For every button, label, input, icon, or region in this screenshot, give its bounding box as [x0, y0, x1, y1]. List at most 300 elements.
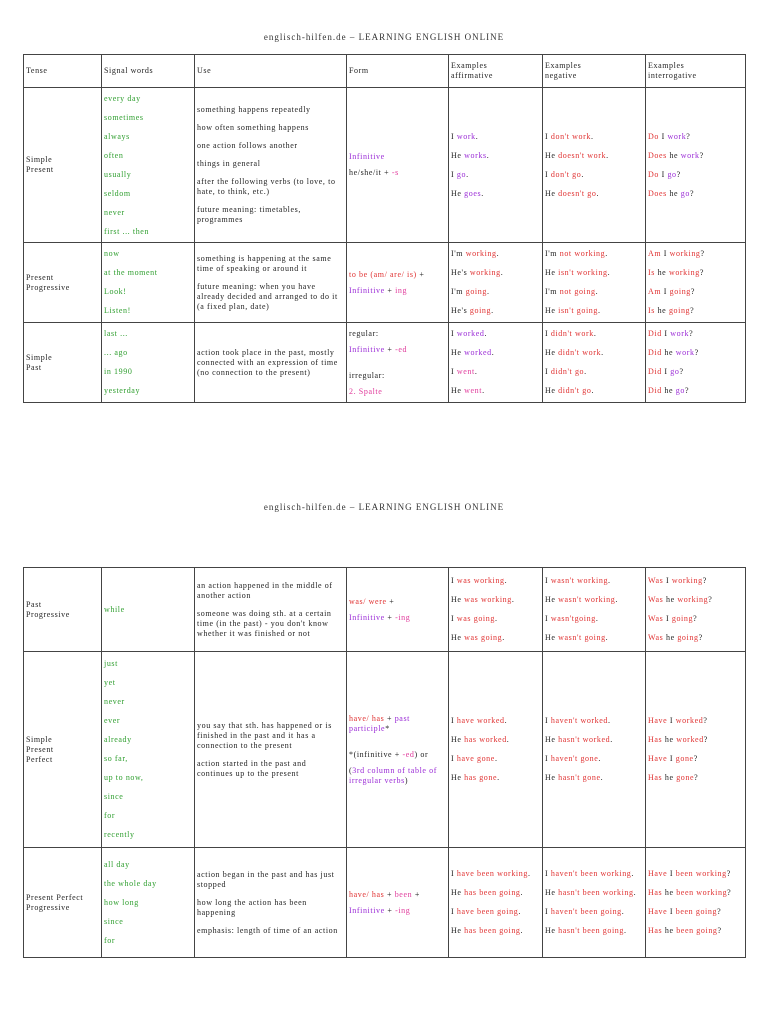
examples-affirmative-cell-line: [451, 132, 540, 142]
examples-interrogative-cell-line: [648, 170, 743, 180]
examples-interrogative-cell-segment: working: [671, 576, 703, 585]
examples-negative-cell-segment: .: [607, 268, 611, 277]
examples-interrogative-cell-line: [648, 306, 743, 316]
examples-affirmative-cell-line: [451, 888, 540, 898]
form-cell-segment: +: [384, 713, 395, 723]
examples-interrogative-cell-segment: work: [680, 150, 700, 160]
examples-affirmative-cell-line: [451, 716, 540, 726]
use-cell-item: one action follows another: [197, 141, 298, 150]
examples-affirmative-cell-segment: He: [451, 348, 465, 357]
signal-words-cell-item: since: [104, 792, 124, 801]
examples-interrogative-cell: [646, 848, 746, 958]
examples-interrogative-cell-segment: he: [663, 633, 678, 642]
examples-interrogative-cell-segment: Has: [648, 735, 663, 744]
examples-interrogative-cell-segment: ?: [717, 907, 722, 916]
examples-interrogative-cell-segment: Did: [648, 367, 662, 376]
signal-words-cell-item: first ... then: [104, 226, 150, 236]
examples-affirmative-cell-segment: was working: [464, 595, 512, 604]
signal-words-cell-item: Listen!: [104, 306, 131, 315]
examples-negative-cell-segment: didn't work: [550, 329, 594, 338]
examples-negative-cell-segment: .: [605, 249, 608, 258]
examples-interrogative-cell-line: [648, 735, 743, 745]
examples-affirmative-cell: [449, 243, 543, 323]
use-cell: [195, 652, 347, 848]
examples-interrogative-cell-segment: go: [667, 169, 677, 179]
examples-interrogative-cell-segment: he: [662, 735, 677, 744]
use-cell: [195, 848, 347, 958]
form-cell-segment: -ed: [402, 749, 415, 759]
signal-words-cell-item: never: [104, 697, 125, 706]
examples-negative-cell-line: [545, 926, 643, 936]
examples-interrogative-cell-segment: Do: [648, 169, 659, 179]
table-row: [24, 568, 746, 652]
examples-affirmative-cell-line: [451, 869, 540, 879]
signal-words-cell: [102, 243, 195, 323]
examples-affirmative-cell-segment: I: [451, 907, 457, 916]
examples-affirmative-cell-segment: .: [502, 633, 505, 642]
examples-affirmative-cell-segment: .: [511, 595, 515, 604]
examples-interrogative-cell-segment: I: [667, 907, 676, 916]
examples-interrogative-cell-segment: Was: [648, 576, 664, 585]
examples-interrogative-cell-segment: going: [671, 614, 694, 623]
form-cell-segment: to be (am/ are/ is): [349, 269, 417, 279]
examples-affirmative-cell-segment: working: [465, 249, 497, 258]
form-cell-line: [349, 387, 446, 397]
examples-affirmative-cell-segment: .: [475, 131, 479, 141]
tense-name-cell: Present Progressive: [24, 243, 102, 323]
examples-affirmative-cell-segment: has been going: [464, 888, 521, 897]
table-row: [24, 243, 746, 323]
examples-negative-cell-segment: haven't gone: [550, 754, 599, 763]
examples-affirmative-cell-segment: He: [451, 888, 465, 897]
examples-negative-cell-line: [545, 869, 643, 879]
examples-affirmative-cell-segment: I: [451, 131, 457, 141]
col-header-examples-interrogative: Examples interrogative: [646, 55, 746, 88]
col-header-signal-words: Signal words: [102, 55, 195, 88]
examples-affirmative-cell-segment: .: [506, 735, 510, 744]
signal-words-cell: [102, 323, 195, 403]
examples-affirmative-cell-lines: [451, 329, 540, 396]
examples-interrogative-cell-lines: [648, 869, 743, 936]
form-cell-segment: +: [384, 905, 396, 915]
examples-affirmative-cell-line: [451, 329, 540, 339]
examples-negative-cell-segment: .: [595, 287, 599, 296]
use-cell-item: action began in the past and has just stopped: [197, 869, 335, 889]
signal-words-cell-item: yesterday: [104, 386, 141, 395]
examples-negative-cell-lines: [545, 132, 643, 199]
examples-interrogative-cell-line: [648, 576, 743, 586]
examples-negative-cell-segment: I: [545, 576, 551, 585]
examples-negative-cell-segment: I: [545, 614, 551, 623]
examples-affirmative-cell-segment: He: [451, 188, 465, 198]
examples-interrogative-cell-segment: Have: [648, 869, 668, 878]
col-header-tense: Tense: [24, 55, 102, 88]
form-cell-line: [349, 613, 446, 623]
examples-interrogative-cell: [646, 88, 746, 243]
examples-negative-cell-lines: [545, 576, 643, 643]
examples-negative-cell-line: [545, 132, 643, 142]
examples-negative-cell-segment: .: [624, 926, 627, 935]
examples-affirmative-cell-segment: .: [474, 367, 478, 376]
examples-interrogative-cell-segment: he: [661, 386, 676, 395]
examples-negative-cell-segment: hasn't been working: [558, 888, 634, 897]
examples-interrogative-cell-line: [648, 595, 743, 605]
examples-affirmative-cell-segment: .: [497, 773, 500, 782]
examples-negative-cell-line: [545, 306, 643, 316]
examples-interrogative-cell-segment: I: [663, 576, 672, 585]
examples-affirmative-cell-segment: .: [504, 576, 508, 585]
examples-negative-cell-segment: He: [545, 888, 559, 897]
examples-affirmative-cell-line: [451, 926, 540, 936]
examples-negative-cell-segment: wasn't going: [558, 633, 606, 642]
form-cell-segment: 2. Spalte: [349, 386, 383, 396]
signal-words-cell-lines: [104, 860, 192, 946]
form-cell-line: [349, 597, 446, 607]
examples-affirmative-cell-segment: I'm: [451, 249, 466, 258]
examples-interrogative-cell-segment: he: [662, 888, 677, 897]
examples-negative-cell-segment: didn't work: [558, 348, 602, 357]
examples-interrogative-cell-segment: ?: [703, 716, 708, 725]
form-cell-segment: Infinitive: [349, 285, 385, 295]
examples-negative-cell-segment: I: [545, 716, 551, 725]
examples-negative-cell-segment: hasn't gone: [558, 773, 601, 782]
examples-affirmative-cell-segment: .: [484, 329, 488, 338]
examples-interrogative-cell-line: [648, 773, 743, 783]
examples-interrogative-cell-segment: working: [669, 249, 701, 258]
examples-affirmative-cell-segment: was going: [464, 633, 503, 642]
examples-negative-cell-segment: .: [593, 329, 597, 338]
examples-negative-cell-segment: I'm: [545, 249, 560, 258]
form-cell: [347, 652, 449, 848]
examples-negative-cell-segment: .: [631, 869, 635, 878]
examples-negative-cell-segment: He: [545, 348, 559, 357]
examples-interrogative-cell-line: [648, 151, 743, 161]
form-cell-segment: +: [384, 889, 395, 899]
examples-affirmative-cell-segment: He: [451, 386, 465, 395]
signal-words-cell-item: usually: [104, 169, 132, 179]
examples-interrogative-cell-segment: ?: [690, 306, 695, 315]
examples-interrogative-cell-line: [648, 633, 743, 643]
examples-affirmative-cell-line: [451, 386, 540, 396]
signal-words-cell-item: at the moment: [104, 268, 158, 277]
examples-negative-cell-segment: isn't going: [558, 306, 598, 315]
examples-interrogative-cell-segment: he: [666, 150, 681, 160]
use-cell: [195, 568, 347, 652]
signal-words-cell-item: while: [104, 604, 125, 614]
examples-affirmative-cell-segment: work: [456, 131, 476, 141]
examples-negative-cell-line: [545, 888, 643, 898]
examples-negative-cell-segment: .: [598, 754, 602, 763]
examples-interrogative-cell-segment: I: [663, 614, 672, 623]
examples-interrogative-cell-segment: ?: [690, 188, 695, 198]
use-cell-item: an action happened in the middle of another action: [197, 580, 333, 600]
examples-interrogative-cell: [646, 568, 746, 652]
examples-interrogative-cell-segment: Was: [648, 595, 664, 604]
use-cell-item: after the following verbs (to love, to hate, to think, etc.): [197, 177, 336, 196]
use-cell-lines: [197, 581, 344, 639]
signal-words-cell-lines: [104, 249, 192, 316]
tense-table-2: [23, 567, 746, 958]
examples-interrogative-cell-segment: ?: [703, 735, 708, 744]
examples-interrogative-cell-segment: Does: [648, 188, 667, 198]
examples-negative-cell: [543, 88, 646, 243]
form-cell-line: [349, 345, 446, 355]
form-cell-segment: ) or: [414, 749, 429, 759]
examples-affirmative-cell-segment: .: [527, 869, 531, 878]
examples-affirmative-cell-line: [451, 306, 540, 316]
examples-interrogative-cell-line: [648, 268, 743, 278]
examples-negative-cell-segment: .: [621, 907, 625, 916]
examples-interrogative-cell-segment: gone: [676, 773, 695, 782]
use-cell-lines: [197, 721, 344, 779]
examples-affirmative-cell-line: [451, 907, 540, 917]
examples-affirmative-cell-segment: worked: [464, 348, 492, 357]
examples-affirmative-cell-line: [451, 633, 540, 643]
signal-words-cell-item: always: [104, 131, 130, 141]
examples-affirmative-cell-segment: He: [451, 150, 465, 160]
col-header-form: Form: [347, 55, 449, 88]
examples-affirmative-cell: [449, 88, 543, 243]
use-cell-lines: [197, 348, 344, 378]
examples-interrogative-cell-line: [648, 329, 743, 339]
examples-negative-cell-segment: isn't working: [558, 268, 608, 277]
use-cell: [195, 323, 347, 403]
form-cell-segment: was/ were: [349, 596, 387, 606]
examples-affirmative-cell-line: [451, 189, 540, 199]
examples-interrogative-cell-segment: he: [662, 926, 677, 935]
examples-negative-cell-segment: .: [596, 188, 600, 198]
examples-interrogative-cell-segment: I: [658, 169, 668, 179]
examples-interrogative-cell-segment: ?: [690, 287, 696, 296]
examples-interrogative-cell-segment: working: [677, 595, 709, 604]
examples-negative-cell: [543, 652, 646, 848]
form-cell-lines: [349, 152, 446, 178]
use-cell-item: how long the action has been happening: [197, 897, 307, 917]
examples-interrogative-cell-segment: been going: [676, 926, 718, 935]
form-cell-line: [349, 329, 446, 339]
table-row: [24, 323, 746, 403]
tense-name-cell: Simple Past: [24, 323, 102, 403]
signal-words-cell-item: never: [104, 207, 125, 217]
signal-words-cell-item: already: [104, 735, 132, 744]
examples-negative-cell-segment: I: [545, 329, 551, 338]
examples-negative-cell-segment: haven't worked: [550, 716, 609, 725]
examples-interrogative-cell-segment: Am: [648, 287, 662, 296]
examples-affirmative-cell-segment: .: [491, 306, 494, 315]
form-cell-segment: he/she/it +: [349, 168, 392, 177]
examples-interrogative-cell-segment: Does: [648, 150, 667, 160]
signal-words-cell-item: for: [104, 811, 116, 820]
form-cell: [347, 88, 449, 243]
examples-negative-cell-line: [545, 614, 643, 624]
examples-affirmative-cell-segment: I: [451, 869, 457, 878]
examples-negative-cell-segment: wasn't working: [558, 595, 616, 604]
form-cell-segment: Infinitive: [349, 344, 385, 354]
signal-words-cell-lines: [104, 659, 192, 840]
examples-affirmative-cell-segment: .: [481, 188, 484, 198]
examples-negative-cell-segment: don't work: [550, 131, 591, 141]
form-cell-segment: regular:: [349, 328, 379, 338]
examples-interrogative-cell-segment: I: [667, 716, 676, 725]
examples-affirmative-cell-segment: He: [451, 773, 465, 782]
signal-words-cell-item: seldom: [104, 188, 131, 198]
examples-affirmative-cell-segment: working: [469, 268, 501, 277]
examples-affirmative-cell-line: [451, 773, 540, 783]
examples-affirmative-cell-segment: have been working: [456, 869, 528, 878]
use-cell-lines: [197, 254, 344, 312]
examples-affirmative-cell-lines: [451, 716, 540, 783]
signal-words-cell-item: all day: [104, 859, 130, 869]
examples-affirmative-cell-segment: have gone: [456, 754, 495, 763]
page-header-1: englisch-hilfen.de – LEARNING ENGLISH ONLINE: [263, 32, 505, 42]
signal-words-cell-item: the whole day: [104, 878, 157, 888]
examples-interrogative-cell-segment: ?: [693, 614, 698, 623]
examples-affirmative-cell-segment: has been going: [464, 926, 521, 935]
tense-name-cell: Past Progressive: [24, 568, 102, 652]
examples-interrogative-cell-segment: he: [654, 306, 669, 315]
examples-negative-cell-line: [545, 595, 643, 605]
examples-negative-cell-segment: haven't been working: [550, 869, 632, 878]
form-cell: [347, 568, 449, 652]
examples-interrogative-cell-segment: ?: [694, 773, 699, 782]
examples-negative-cell-segment: .: [591, 386, 595, 395]
use-cell-item: emphasis: length of time of an action: [197, 925, 338, 935]
examples-negative-cell-segment: .: [608, 716, 611, 725]
examples-negative-cell: [543, 848, 646, 958]
examples-negative-cell-line: [545, 716, 643, 726]
form-cell-segment: +: [384, 612, 396, 622]
examples-affirmative-cell-line: [451, 735, 540, 745]
examples-interrogative-cell-segment: ?: [686, 131, 691, 141]
examples-affirmative-cell-segment: .: [491, 348, 495, 357]
examples-affirmative-cell-segment: have been going: [456, 907, 519, 916]
examples-negative-cell-segment: He: [545, 735, 559, 744]
form-cell-line: [349, 740, 446, 744]
examples-interrogative-cell-segment: go: [675, 386, 685, 395]
signal-words-cell-lines: [104, 605, 192, 615]
examples-negative-cell-segment: wasn'tgoing: [550, 614, 596, 623]
examples-interrogative-cell-segment: I: [661, 287, 670, 296]
form-cell-segment: irregular:: [349, 370, 385, 380]
examples-negative-cell-line: [545, 287, 643, 297]
examples-negative-cell-segment: I: [545, 754, 551, 763]
examples-negative-cell-segment: .: [601, 348, 604, 357]
examples-interrogative-cell-segment: Am: [648, 249, 662, 258]
examples-interrogative-cell-segment: Has: [648, 773, 663, 782]
examples-affirmative-cell-segment: He: [451, 633, 465, 642]
form-cell: [347, 323, 449, 403]
examples-affirmative-cell-segment: .: [520, 888, 524, 897]
examples-negative-cell-lines: [545, 869, 643, 936]
examples-negative-cell-segment: He: [545, 306, 559, 315]
examples-interrogative-cell-segment: Did: [648, 386, 662, 395]
examples-affirmative-cell-segment: go: [456, 169, 467, 179]
table-row: [24, 88, 746, 243]
form-cell-segment: +: [384, 285, 396, 295]
examples-interrogative-cell-segment: Have: [648, 907, 668, 916]
examples-interrogative-cell-segment: ?: [699, 268, 704, 277]
examples-interrogative-cell-segment: Do: [648, 131, 659, 141]
examples-negative-cell-line: [545, 735, 643, 745]
examples-interrogative-cell-segment: going: [669, 287, 691, 296]
examples-negative-cell-line: [545, 773, 643, 783]
examples-affirmative-cell: [449, 848, 543, 958]
examples-interrogative-cell-segment: Has: [648, 888, 663, 897]
examples-negative-cell-line: [545, 249, 643, 259]
form-cell-segment: -ing: [395, 612, 411, 622]
examples-interrogative-cell-line: [648, 926, 743, 936]
examples-negative-cell-segment: .: [595, 614, 599, 623]
examples-negative-cell-line: [545, 170, 643, 180]
examples-affirmative-cell: [449, 323, 543, 403]
examples-interrogative-cell-segment: working: [668, 268, 700, 277]
examples-negative-cell-line: [545, 329, 643, 339]
form-cell-line: [349, 906, 446, 916]
signal-words-cell-item: Look!: [104, 287, 127, 296]
examples-interrogative-cell-segment: Did: [648, 329, 662, 338]
form-cell-segment: -ed: [395, 344, 408, 354]
signal-words-cell-item: up to now,: [104, 773, 144, 782]
examples-negative-cell-segment: .: [581, 169, 584, 179]
page-header-2: englisch-hilfen.de – LEARNING ENGLISH ONLINE: [263, 502, 505, 512]
signal-words-cell-item: often: [104, 150, 124, 160]
examples-interrogative-cell-segment: ?: [693, 754, 698, 763]
form-cell-segment: +: [416, 269, 425, 279]
examples-negative-cell-segment: .: [615, 595, 618, 604]
use-cell-item: future meaning: timetables, programmes: [197, 205, 301, 224]
form-cell-segment: *: [385, 723, 390, 733]
examples-affirmative-cell-segment: I: [451, 367, 457, 376]
examples-interrogative-cell-segment: Is: [648, 306, 655, 315]
signal-words-cell-item: ... ago: [104, 348, 128, 357]
use-cell-item: something is happening at the same time of speaking or around it: [197, 253, 332, 273]
form-cell-segment: +: [384, 344, 396, 354]
examples-interrogative-cell-segment: going: [677, 633, 699, 642]
examples-negative-cell-segment: I: [545, 907, 551, 916]
examples-interrogative-cell-line: [648, 367, 743, 377]
use-cell-item: action started in the past and continues up to the present: [197, 758, 307, 778]
examples-affirmative-cell-segment: I: [451, 716, 457, 725]
examples-interrogative-cell-segment: ?: [679, 367, 684, 376]
examples-affirmative-cell-line: [451, 614, 540, 624]
examples-negative-cell-segment: doesn't work: [558, 150, 607, 160]
examples-affirmative-cell-segment: was going: [456, 614, 495, 623]
examples-negative-cell-segment: He: [545, 188, 559, 198]
examples-negative-cell: [543, 243, 646, 323]
use-cell-item: someone was doing sth. at a certain time (in the past) - you don't know whether it was finished or not: [197, 608, 332, 638]
examples-affirmative-cell-segment: .: [504, 716, 508, 725]
examples-negative-cell-segment: He: [545, 926, 559, 935]
examples-interrogative-cell-lines: [648, 576, 743, 643]
examples-negative-cell-segment: I: [545, 367, 551, 376]
examples-interrogative-cell-segment: ?: [726, 869, 731, 878]
tense-table-1: [23, 54, 746, 403]
form-cell-line: [349, 714, 446, 734]
examples-negative-cell-segment: .: [597, 306, 601, 315]
form-cell: [347, 243, 449, 323]
examples-interrogative-cell-segment: I: [661, 367, 671, 376]
examples-negative-cell-lines: [545, 329, 643, 396]
examples-negative-cell-segment: .: [600, 773, 604, 782]
examples-interrogative-cell-segment: ?: [699, 150, 704, 160]
signal-words-cell-item: in 1990: [104, 367, 133, 376]
examples-affirmative-cell: [449, 652, 543, 848]
examples-interrogative-cell-segment: Did: [648, 348, 662, 357]
table-row: [24, 848, 746, 958]
signal-words-cell-item: now: [104, 249, 120, 258]
examples-affirmative-cell-segment: I: [451, 576, 457, 585]
examples-interrogative-cell-segment: going: [668, 306, 691, 315]
